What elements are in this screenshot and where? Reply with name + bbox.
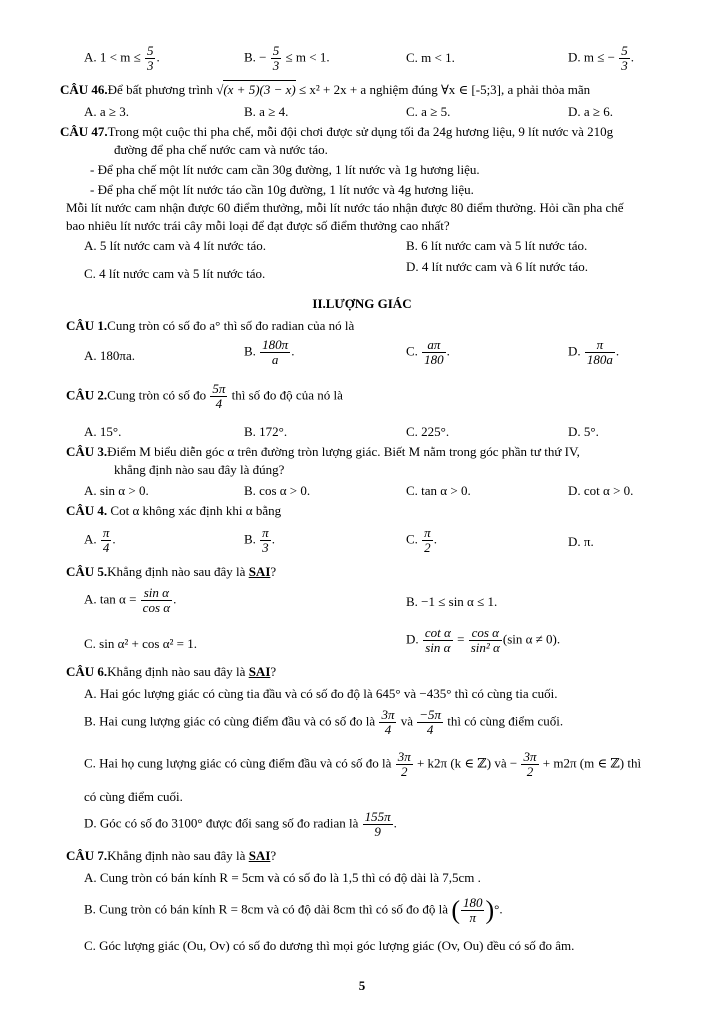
c7-option-b: B. Cung tròn có bán kính R = 8cm và có độ dài 8cm thì có số đo độ là ( $\frac{180}{\pi}$ )°.: [84, 895, 503, 925]
c4-option-c: C. $\frac{\pi}{2}$ .: [406, 525, 437, 555]
c6-option-c-line-2: có cùng điểm cuối.: [84, 789, 183, 804]
c5-option-c: C. sin α² + cos α² = 1.: [84, 636, 198, 651]
q46-option-b: B. a ≥ 4.: [244, 104, 289, 119]
question-47: CÂU 47.Trong một cuộc thi pha chế, mỗi đội chơi được sử dụng tối đa 24g hương liệu, 9 lít nước và 210g: [60, 124, 614, 139]
c2-option-c: C. 225°.: [406, 424, 450, 439]
q47-line-3: Mỗi lít nước cam nhận được 60 điểm thưởng, mỗi lít nước táo nhận được 80 điểm thưởng. Hỏi cần pha chế: [66, 200, 624, 215]
question-3: CÂU 3.Điểm M biểu diễn góc α trên đường tròn lượng giác. Biết M nằm trong góc phần tư thứ IV,: [66, 444, 580, 459]
c3-option-a: A. sin α > 0.: [84, 483, 149, 498]
c7-option-a: A. Cung tròn có bán kính R = 5cm và có số đo là 1,5 thì có độ dài là 7,5cm .: [84, 870, 481, 885]
c2-option-a: A. 15°.: [84, 424, 122, 439]
c2-option-b: B. 172°.: [244, 424, 288, 439]
c6-option-b: B. Hai cung lượng giác có cùng điểm đầu và có số đo là $\frac{3\pi}{4}$ và $\frac{-5\pi}{4}$ thì có cùng điểm cuối.: [84, 707, 564, 737]
q45-option-c: C. m < 1.: [406, 50, 455, 65]
c4-option-d: D. π.: [568, 534, 594, 549]
c4-option-a: A. $\frac{\pi}{4}$ .: [84, 525, 116, 555]
c5-option-d: D. $\frac{\text{cot α}}{\text{sin α}}$ = $\frac{\text{cos α}}{\text{sin² α}}$ (sin α ≠ 0).: [406, 625, 561, 655]
c1-option-c: C. $\frac{a\pi}{180}$ .: [406, 337, 450, 367]
q47-option-a: A. 5 lít nước cam và 4 lít nước táo.: [84, 238, 266, 253]
c3-option-b: B. cos α > 0.: [244, 483, 311, 498]
question-4: CÂU 4. Cot α không xác định khi α bằng: [66, 503, 282, 518]
question-46: CÂU 46.Để bất phương trình √(x + 5)(3 − x) ≤ x² + 2x + a nghiệm đúng ∀x ∈ [-5;3], a phải thỏa mãn: [60, 82, 591, 97]
question-1: CÂU 1.Cung tròn có số đo a° thì số đo radian của nó là: [66, 318, 355, 333]
question-3-line-2: khẳng định nào sau đây là đúng?: [114, 462, 285, 477]
question-2: CÂU 2.Cung tròn có số đo $\frac{5\pi}{4}$ thì số đo độ của nó là: [66, 381, 343, 411]
q46-option-d: D. a ≥ 6.: [568, 104, 614, 119]
c1-option-a: A. 180πa.: [84, 348, 135, 363]
q45-option-d: D. m ≤ − $\frac{5}{3}$ .: [568, 43, 634, 73]
q45-option-a: A. 1 < m ≤ $\frac{5}{3}$ .: [84, 43, 160, 73]
page-number: 5: [358, 978, 366, 993]
c1-option-d: D. $\frac{\pi}{180a}$ .: [568, 337, 620, 367]
q47-line-4: bao nhiêu lít nước trái cây mỗi loại để đạt được số điểm thưởng cao nhất?: [66, 218, 450, 233]
c7-option-c: C. Góc lượng giác (Ou, Ov) có số đo dương thì mọi góc lượng giác (Ov, Ou) đều có số đo âm.: [84, 938, 575, 953]
c6-option-c: C. Hai họ cung lượng giác có cùng điểm đầu và có số đo là $\frac{3\pi}{2}$ + k2π (k ∈ ℤ) và − $\frac{3\pi}{2}$ + m2π (m ∈ ℤ) thì: [84, 749, 642, 779]
c3-option-c: C. tan α > 0.: [406, 483, 471, 498]
c6-option-a: A. Hai góc lượng giác có cùng tia đầu và có số đo độ là 645° và −435° thì có cùng tia cuối.: [84, 686, 558, 701]
c2-option-d: D. 5°.: [568, 424, 599, 439]
q47-option-b: B. 6 lít nước cam và 5 lít nước táo.: [406, 238, 588, 253]
c5-option-b: B. −1 ≤ sin α ≤ 1.: [406, 594, 498, 609]
q46-option-a: A. a ≥ 3.: [84, 104, 130, 119]
question-6: CÂU 6.Khẳng định nào sau đây là SAI?: [66, 664, 277, 679]
c3-option-d: D. cot α > 0.: [568, 483, 634, 498]
q47-option-d: D. 4 lít nước cam và 6 lít nước táo.: [406, 259, 588, 274]
question-5: CÂU 5.Khẳng định nào sau đây là SAI?: [66, 564, 277, 579]
section-title: II.LƯỢNG GIÁC: [312, 296, 412, 311]
q47-bullet-2: - Để pha chế một lít nước táo cần 10g đường, 1 lít nước và 4g hương liệu.: [90, 182, 474, 197]
q47-option-c: C. 4 lít nước cam và 5 lít nước táo.: [84, 266, 266, 281]
q46-option-c: C. a ≥ 5.: [406, 104, 451, 119]
c5-option-a: A. tan α = $\frac{\text{sin α}}{\text{cos α}}$ .: [84, 585, 177, 615]
c1-option-b: B. $\frac{180\pi}{a}$ .: [244, 337, 295, 367]
c6-option-d: D. Góc có số đo 3100° được đổi sang số đo radian là $\frac{155\pi}{9}$ .: [84, 809, 397, 839]
q47-bullet-1: - Để pha chế một lít nước cam cần 30g đường, 1 lít nước và 1g hương liệu.: [90, 162, 480, 177]
q45-option-b: B. − $\frac{5}{3}$ ≤ m < 1.: [244, 43, 330, 73]
question-7: CÂU 7.Khẳng định nào sau đây là SAI?: [66, 848, 277, 863]
q47-line-2: đường để pha chế nước cam và nước táo.: [114, 142, 328, 157]
c4-option-b: B. $\frac{\pi}{3}$ .: [244, 525, 275, 555]
